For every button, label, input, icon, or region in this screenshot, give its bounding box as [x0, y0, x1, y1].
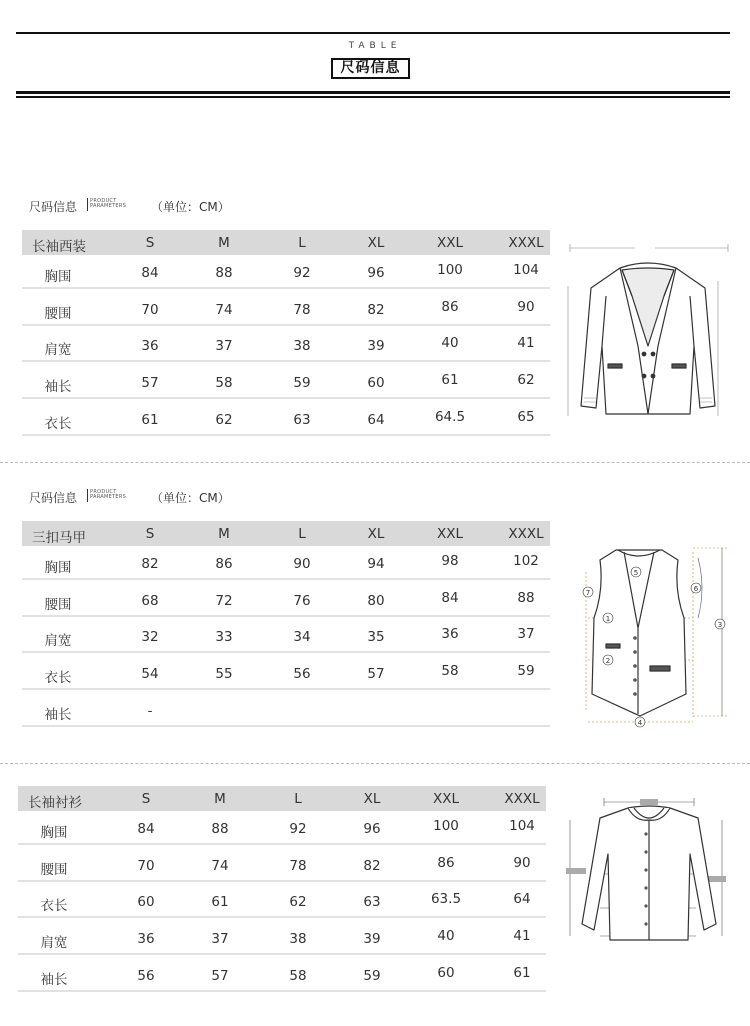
table-cell: 41: [517, 335, 535, 351]
table-cell: 58: [441, 663, 459, 679]
table-cell: 74: [211, 858, 229, 874]
heading-divider: [87, 489, 88, 502]
table-cell: 38: [289, 931, 307, 947]
row-divider: [22, 434, 550, 436]
table-cell: 37: [215, 338, 233, 354]
table-cell: 100: [437, 262, 463, 278]
row-label: 袖长: [44, 379, 72, 395]
row-divider: [22, 360, 550, 362]
size-header-xxl: XXL: [436, 235, 464, 251]
size-header-l: L: [298, 526, 306, 542]
table-cell: 59: [293, 375, 311, 391]
table-cell: 82: [141, 556, 159, 572]
table-cell: 64.5: [434, 409, 466, 425]
table-cell: 64: [513, 891, 531, 907]
size-header-m: M: [218, 235, 230, 251]
blazer-diagram-icon: [560, 236, 738, 426]
table-cell: 58: [215, 375, 233, 391]
row-divider: [18, 843, 546, 845]
table-cell: 32: [141, 629, 159, 645]
table-cell: 84: [441, 590, 459, 606]
section-heading-text: 尺码信息: [29, 491, 78, 505]
table-cell: 82: [367, 302, 385, 318]
vest-marker-1: 1: [605, 615, 611, 623]
row-label: 腰围: [40, 862, 68, 878]
table-cell: 40: [441, 335, 459, 351]
vest-marker-3: 3: [717, 621, 723, 629]
row-label: 肩宽: [44, 342, 72, 358]
table-cell: 92: [293, 265, 311, 281]
row-divider: [22, 725, 550, 727]
table-cell: 35: [367, 629, 385, 645]
table-cell: 102: [513, 553, 539, 569]
table-cell: 37: [517, 626, 535, 642]
table-cell: 57: [367, 666, 385, 682]
table-cell: 74: [215, 302, 233, 318]
table-cell: 80: [367, 593, 385, 609]
table-cell: 57: [211, 968, 229, 984]
table-cell: 36: [137, 931, 155, 947]
row-label: 肩宽: [44, 633, 72, 649]
size-header-m: M: [214, 791, 226, 807]
table-cell: 62: [289, 894, 307, 910]
table-cell: 63.5: [430, 891, 462, 907]
table-cell: 58: [289, 968, 307, 984]
table-cell: 94: [367, 556, 385, 572]
table-cell: 65: [517, 409, 535, 425]
row-label: 袖长: [44, 707, 72, 723]
vest-marker-7: 7: [585, 589, 591, 597]
table-cell: 84: [137, 821, 155, 837]
row-divider: [18, 880, 546, 882]
section-separator: [0, 462, 750, 463]
table-corner-label: 长袖西装: [32, 239, 86, 255]
vest-marker-6: 6: [693, 585, 699, 593]
table-cell: 84: [141, 265, 159, 281]
table-corner-label: 三扣马甲: [32, 530, 86, 546]
table-cell: 72: [215, 593, 233, 609]
section-1-heading: [29, 196, 329, 216]
size-header-xxxl: XXXL: [508, 235, 544, 251]
table-cell: 61: [211, 894, 229, 910]
size-header-s: S: [145, 526, 155, 542]
row-divider: [22, 615, 550, 617]
table-cell: 33: [215, 629, 233, 645]
table-cell: 56: [293, 666, 311, 682]
table-cell: 68: [141, 593, 159, 609]
size-header-xxl: XXL: [436, 526, 464, 542]
row-label: 胸围: [44, 269, 72, 285]
unit-label: （单位：CM）: [151, 200, 230, 214]
table-cell: 61: [441, 372, 459, 388]
blazer-size-table: [22, 230, 550, 445]
header-top-rule: [16, 32, 730, 34]
table-cell: 62: [517, 372, 535, 388]
vest-size-table: [22, 521, 550, 736]
table-cell: 90: [513, 855, 531, 871]
vest-diagram-icon: [572, 542, 734, 736]
table-cell: 54: [141, 666, 159, 682]
header-table-label: TABLE: [348, 41, 402, 51]
row-divider: [22, 324, 550, 326]
size-header-xxxl: XXXL: [504, 791, 540, 807]
row-divider: [22, 287, 550, 289]
table-cell: 60: [437, 965, 455, 981]
table-cell: 88: [211, 821, 229, 837]
table-cell: 98: [441, 553, 459, 569]
table-cell: 70: [137, 858, 155, 874]
page-title: 尺码信息: [331, 58, 410, 79]
table-cell: -: [147, 703, 153, 719]
row-divider: [22, 397, 550, 399]
vest-marker-4: 4: [637, 719, 643, 727]
size-header-xxxl: XXXL: [508, 526, 544, 542]
section-separator: [0, 763, 750, 764]
table-cell: 55: [215, 666, 233, 682]
row-divider: [22, 578, 550, 580]
table-cell: 36: [141, 338, 159, 354]
section-2-heading: [29, 487, 329, 507]
table-cell: 96: [367, 265, 385, 281]
size-header-m: M: [218, 526, 230, 542]
vest-marker-5: 5: [633, 569, 639, 577]
table-cell: 59: [517, 663, 535, 679]
row-label: 腰围: [44, 597, 72, 613]
table-cell: 41: [513, 928, 531, 944]
table-cell: 76: [293, 593, 311, 609]
row-label: 袖长: [40, 972, 68, 988]
table-cell: 86: [441, 299, 459, 315]
size-header-s: S: [145, 235, 155, 251]
table-cell: 88: [215, 265, 233, 281]
row-label: 衣长: [44, 416, 72, 432]
size-header-xl: XL: [367, 526, 385, 542]
table-cell: 60: [137, 894, 155, 910]
table-cell: 37: [211, 931, 229, 947]
vest-marker-2: 2: [605, 657, 611, 665]
size-header-l: L: [298, 235, 306, 251]
table-cell: 39: [363, 931, 381, 947]
table-cell: 90: [517, 299, 535, 315]
size-header-l: L: [294, 791, 302, 807]
table-cell: 57: [141, 375, 159, 391]
size-header-xl: XL: [363, 791, 381, 807]
table-cell: 61: [141, 412, 159, 428]
table-cell: 36: [441, 626, 459, 642]
header-bottom-rule-1: [16, 91, 730, 94]
table-cell: 90: [293, 556, 311, 572]
table-cell: 39: [367, 338, 385, 354]
table-cell: 56: [137, 968, 155, 984]
table-cell: 78: [289, 858, 307, 874]
table-cell: 78: [293, 302, 311, 318]
table-cell: 96: [363, 821, 381, 837]
shirt-diagram-icon: [560, 794, 738, 944]
table-cell: 104: [509, 818, 535, 834]
row-divider: [18, 953, 546, 955]
row-label: 肩宽: [40, 935, 68, 951]
table-corner-label: 长袖衬衫: [28, 795, 82, 811]
table-cell: 59: [363, 968, 381, 984]
header-bottom-rule-2: [16, 96, 730, 98]
heading-en: PRODUCT PARAMETERS: [90, 489, 127, 500]
table-cell: 34: [293, 629, 311, 645]
row-label: 衣长: [44, 670, 72, 686]
size-header-xxl: XXL: [432, 791, 460, 807]
table-cell: 63: [363, 894, 381, 910]
table-cell: 86: [437, 855, 455, 871]
row-label: 衣长: [40, 898, 68, 914]
size-header-s: S: [141, 791, 151, 807]
table-cell: 60: [367, 375, 385, 391]
table-cell: 88: [517, 590, 535, 606]
table-cell: 70: [141, 302, 159, 318]
row-label: 胸围: [44, 560, 72, 576]
heading-en: PRODUCT PARAMETERS: [90, 198, 127, 209]
table-cell: 38: [293, 338, 311, 354]
table-cell: 64: [367, 412, 385, 428]
unit-label: （单位：CM）: [151, 491, 230, 505]
row-divider: [18, 990, 546, 992]
row-label: 腰围: [44, 306, 72, 322]
shirt-size-table: [18, 786, 546, 1001]
row-divider: [18, 916, 546, 918]
table-cell: 86: [215, 556, 233, 572]
table-cell: 100: [433, 818, 459, 834]
table-cell: 92: [289, 821, 307, 837]
table-cell: 82: [363, 858, 381, 874]
table-cell: 40: [437, 928, 455, 944]
row-label: 胸围: [40, 825, 68, 841]
section-heading-text: 尺码信息: [29, 200, 78, 214]
row-divider: [22, 688, 550, 690]
row-divider: [22, 651, 550, 653]
table-cell: 61: [513, 965, 531, 981]
size-header-xl: XL: [367, 235, 385, 251]
table-cell: 104: [513, 262, 539, 278]
table-cell: 63: [293, 412, 311, 428]
heading-divider: [87, 198, 88, 211]
table-cell: 62: [215, 412, 233, 428]
